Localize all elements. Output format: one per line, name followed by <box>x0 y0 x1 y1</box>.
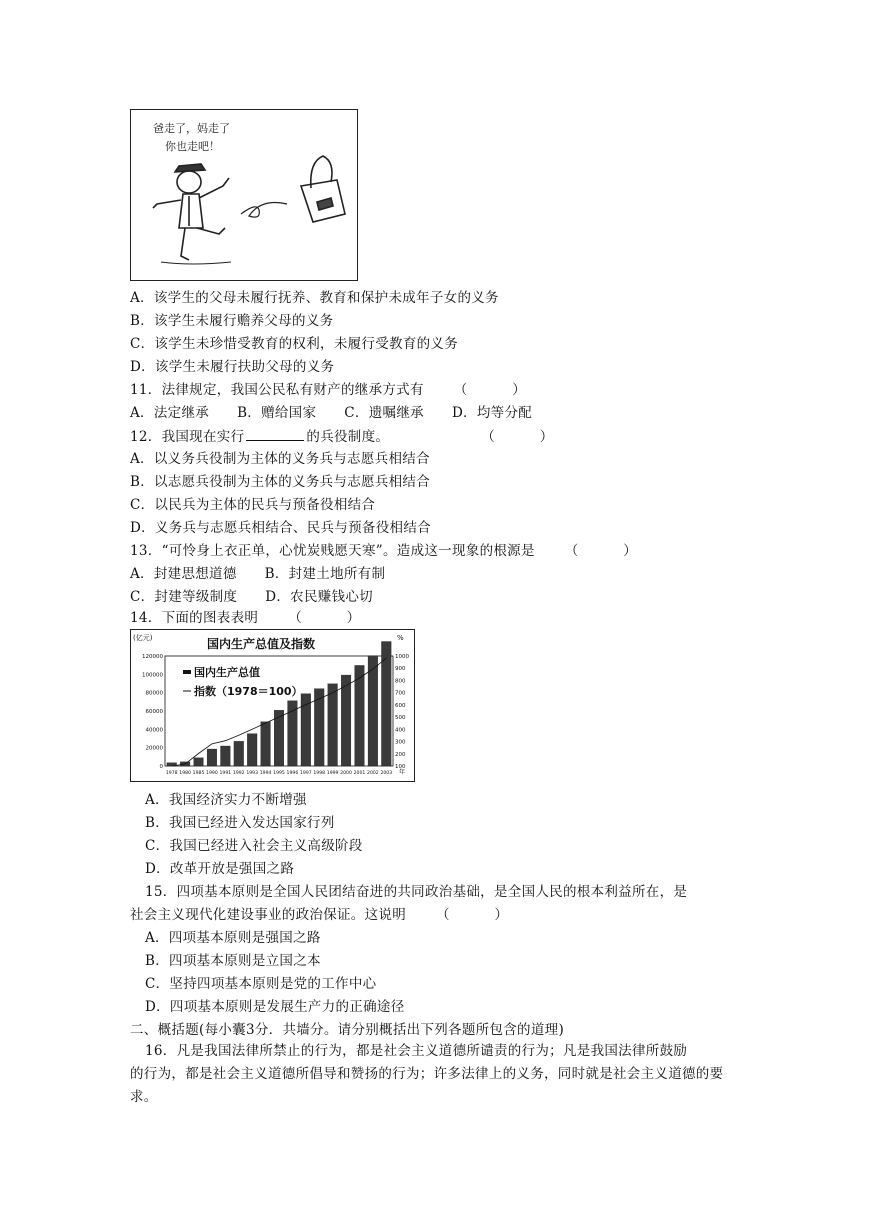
gdp-bar <box>368 656 378 766</box>
y-tick-left: 60000 <box>145 709 163 715</box>
q12-option-b: B．以志愿兵役制为主体的义务兵与志愿兵相结合 <box>130 474 431 490</box>
q12-stem-after: 的兵役制度。 <box>306 429 390 445</box>
x-tick-label: 1995 <box>273 771 285 776</box>
q10-option-c: C．该学生未珍惜受教育的权利，未履行受教育的义务 <box>130 336 459 352</box>
x-tick-label: 2003 <box>380 771 393 776</box>
chart-ylabel-left: (亿元) <box>133 634 153 642</box>
y-tick-left: 80000 <box>145 690 163 697</box>
q12-option-c: C．以民兵为主体的民兵与预备役相结合 <box>130 497 376 513</box>
q15-stem: 社会主义现代化建设事业的政治保证。这说明 <box>130 907 406 923</box>
motion-line <box>241 203 287 218</box>
q14-option-a: A．我国经济实力不断增强 <box>145 792 307 808</box>
q12-stem-line <box>130 427 559 446</box>
q11-option-d: D．均等分配 <box>451 405 533 421</box>
x-tick-label: 1994 <box>259 771 272 776</box>
cartoon-speech-text: 爸走了，妈走了 你也走吧！ <box>153 122 230 153</box>
q16-text-first: 16．凡是我国法律所禁止的行为，都是社会主义道德所谴责的行为；凡是我国法律所鼓励 <box>145 1043 688 1059</box>
q11-option-c: C．遗嘱继承 <box>344 405 424 421</box>
x-tick-label: 2002 <box>367 771 379 776</box>
q15-option-a: A．四项基本原则是强国之路 <box>145 930 321 946</box>
q15-stem-line1: 15．四项基本原则是全国人民团结奋进的共同政治基础，是全国人民的根本利益所在，是 <box>145 884 688 900</box>
q10-option-a: A．该学生的父母未履行抚养、教育和保护未成年子女的义务 <box>130 290 499 306</box>
x-tick-label: 1998 <box>313 771 326 776</box>
y-tick-right: 700 <box>395 690 406 697</box>
x-tick-label: 1999 <box>326 771 339 776</box>
q12-option-a: A．以义务兵役制为主体的义务兵与志愿兵相结合 <box>130 451 430 467</box>
y-tick-right: 900 <box>395 666 406 673</box>
q14-option-b: B．我国已经进入发达国家行列 <box>145 815 335 831</box>
gdp-bar <box>234 741 244 766</box>
cartoon-illustration <box>130 109 358 281</box>
y-tick-left: 120000 <box>142 654 163 660</box>
q13-stem: 13．“可怜身上衣正单，心忧炭贱愿天寒”。造成这一现象的根源是 <box>130 543 535 559</box>
x-tick-label: 1992 <box>232 771 245 776</box>
chart-title: 国内生产总值及指数 <box>206 637 316 651</box>
x-tick-label: 1991 <box>219 771 232 776</box>
q13-options-row1 <box>130 565 385 583</box>
x-tick-label: 2001 <box>353 771 366 776</box>
x-tick-label: 2000 <box>340 771 352 776</box>
gdp-bar <box>207 749 217 766</box>
x-tick-label: 1996 <box>286 771 299 776</box>
answer-paren: （ ） <box>564 543 643 559</box>
y-tick-right: 500 <box>395 715 406 722</box>
gdp-bar <box>341 675 351 766</box>
q15-option-c: C．坚持四项基本原则是党的工作中心 <box>145 976 377 992</box>
q13-option-d: D．农民赚钱心切 <box>265 589 373 605</box>
answer-paren: （ ） <box>453 382 532 398</box>
y-tick-left: 0 <box>159 764 163 770</box>
q11-option-b: B．赠给国家 <box>237 405 317 421</box>
schoolbag-drawing <box>301 156 345 222</box>
legend-bar-label: 国内生产总值 <box>194 666 260 679</box>
x-tick-label: 1993 <box>246 771 259 776</box>
q11-option-a: A．法定继承 <box>130 405 210 421</box>
gdp-bar <box>328 684 338 766</box>
gdp-bar <box>221 746 231 766</box>
gdp-chart-svg <box>131 630 413 780</box>
q14-option-d: D．改革开放是强国之路 <box>145 861 295 877</box>
answer-paren: （ ） <box>288 610 367 626</box>
q12-stem-before: 12．我国现在实行 <box>130 429 245 445</box>
y-tick-left: 20000 <box>145 745 163 752</box>
y-tick-left: 40000 <box>145 727 163 734</box>
q13-option-c: C．封建等级制度 <box>130 589 238 605</box>
gdp-bar <box>355 665 365 766</box>
legend-line-label: 指数（1978＝100） <box>194 685 303 698</box>
q10-option-b: B．该学生未履行赡养父母的义务 <box>130 313 334 329</box>
q13-option-b: B．封建土地所有制 <box>264 566 386 582</box>
q15-option-b: B．四项基本原则是立国之本 <box>145 953 321 969</box>
y-tick-left: 100000 <box>142 672 163 679</box>
x-tick-label: 1978 <box>165 771 178 776</box>
y-tick-right: 400 <box>395 727 406 734</box>
q13-stem-line <box>130 542 643 560</box>
gdp-bar <box>261 722 271 766</box>
answer-paren: （ ） <box>436 907 514 923</box>
chart-ylabel-right: % <box>397 634 404 642</box>
gdp-bar <box>194 758 204 766</box>
q11-stem-line <box>130 381 532 399</box>
q11-stem: 11．法律规定，我国公民私有财产的继承方式有 <box>130 382 424 398</box>
q14-stem: 14．下面的图表表明 <box>130 610 259 626</box>
q16-paragraph <box>130 1040 742 1109</box>
q15-option-d: D．四项基本原则是发展生产力的正确途径 <box>145 999 405 1015</box>
x-tick-label: 1980 <box>179 771 191 776</box>
x-tick-label: 1990 <box>206 771 218 776</box>
legend-bar-swatch <box>183 670 191 674</box>
q14-option-c: C．我国已经进入社会主义高级阶段 <box>145 838 363 854</box>
y-tick-right: 100 <box>395 764 406 770</box>
gdp-bar <box>247 734 257 766</box>
y-tick-right: 1000 <box>395 654 409 660</box>
x-tick-label: 1985 <box>192 771 205 776</box>
y-tick-right: 300 <box>395 739 406 746</box>
q13-option-a: A．封建思想道德 <box>130 566 237 582</box>
q11-options <box>130 404 532 422</box>
q15-stem-line2 <box>130 906 514 924</box>
q12-option-d: D．义务兵与志愿兵相结合、民兵与预备役相结合 <box>130 520 431 536</box>
cartoon-drawing <box>131 110 357 280</box>
y-tick-right: 600 <box>395 702 406 709</box>
section-heading: 二、概括题(每小囊3分．共墙分。请分别概括出下列各题所包含的道理) <box>130 1022 565 1038</box>
fill-blank <box>246 427 304 441</box>
q14-stem-line <box>130 609 366 627</box>
q16-text-rest: 的行为，都是社会主义道德所倡导和赞扬的行为；许多法律上的义务，同时就是社会主义道德的要求。 <box>130 1066 724 1105</box>
q10-option-d: D．该学生未履行扶助父母的义务 <box>130 359 335 375</box>
y-tick-right: 200 <box>395 751 406 758</box>
x-tick-label: 1997 <box>299 771 312 776</box>
y-tick-right: 800 <box>395 678 406 685</box>
q13-options-row2 <box>130 588 373 606</box>
student-figure <box>153 164 231 264</box>
answer-paren: （ ） <box>481 429 560 445</box>
gdp-chart <box>130 629 415 782</box>
gdp-bar <box>381 642 391 766</box>
x-unit-label: 年 <box>399 769 406 776</box>
